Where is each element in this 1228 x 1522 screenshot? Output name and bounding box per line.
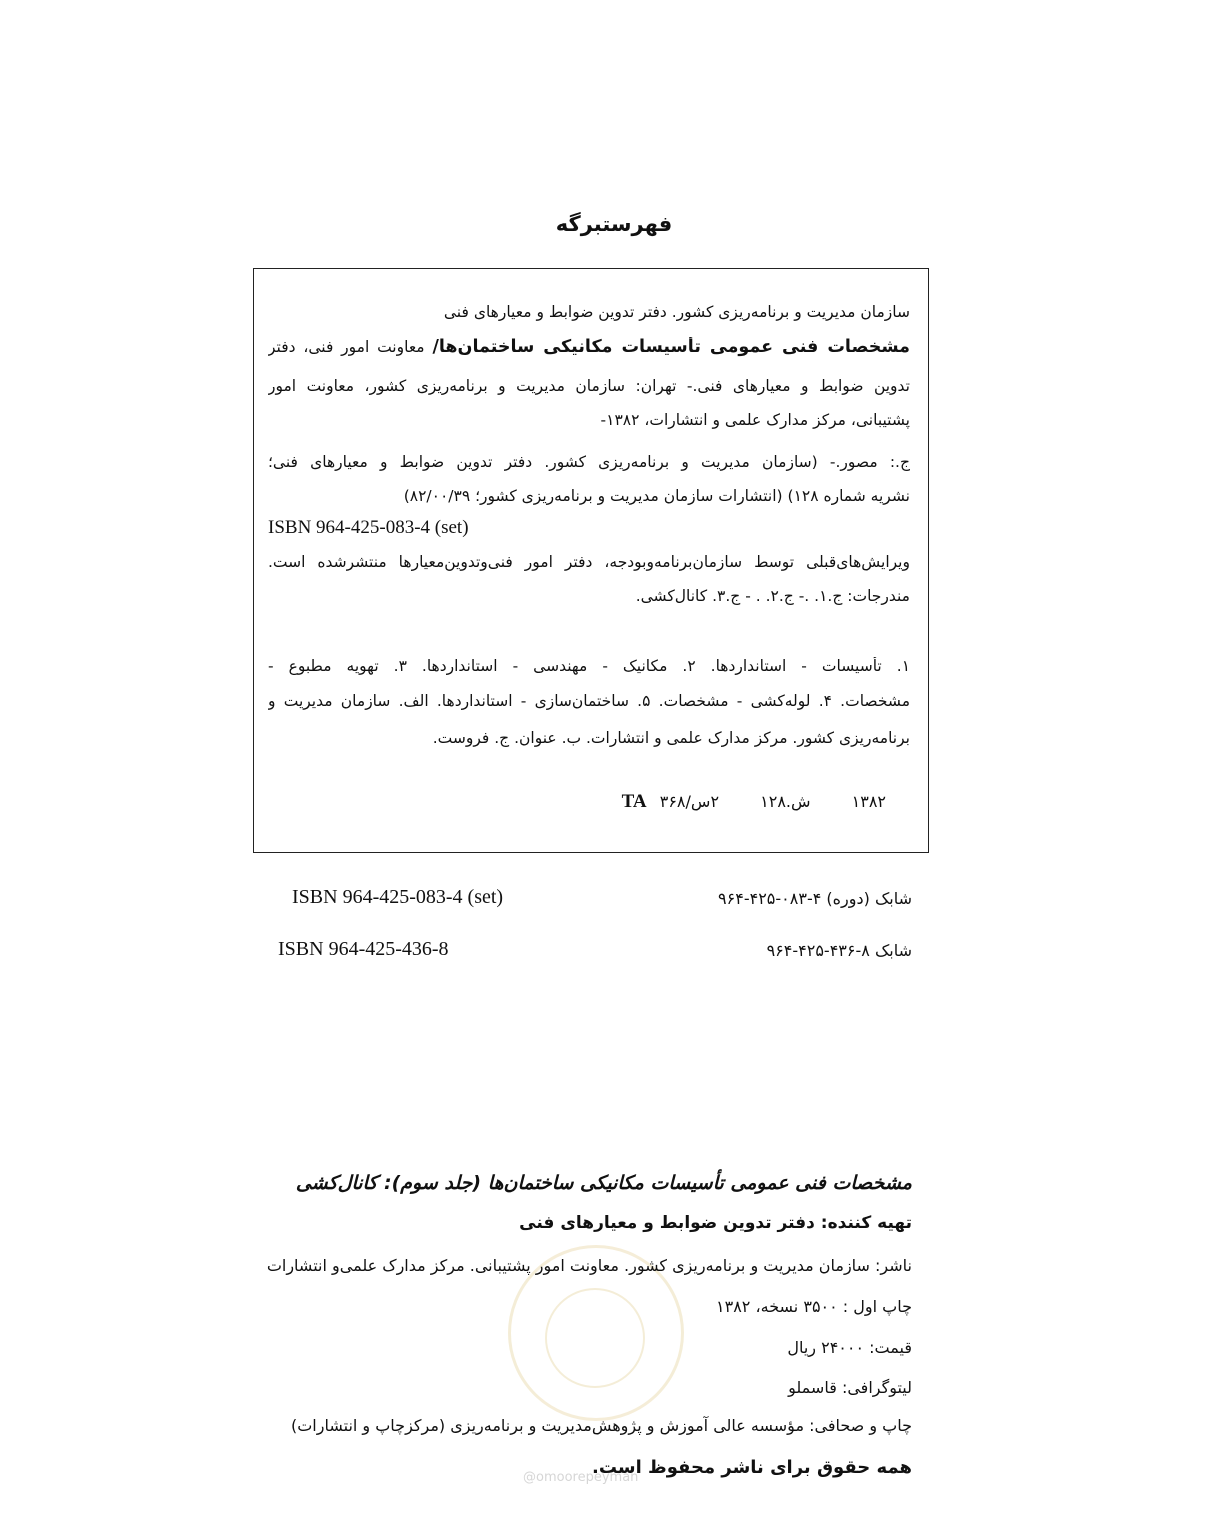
cip-line: ویرایش‌های‌قبلی توسط سازمان‌برنامه‌وبودجه، دفتر امور فنی‌وتدوین‌معیارها منتشرشده است. xyxy=(268,553,910,571)
colophon-publisher: ناشر: سازمان مدیریت و برنامه‌ریزی کشور. معاونت امور پشتیبانی. مرکز مدارک علمی‌و انتشارات xyxy=(266,1256,912,1275)
colophon-edition: چاپ اول : ۳۵۰۰ نسخه، ۱۳۸۲ xyxy=(716,1297,912,1316)
cip-line: تدوین ضوابط و معیارهای فنی.- تهران: سازمان مدیریت و برنامه‌ریزی کشور، معاونت امور xyxy=(268,377,910,395)
watermark-url: @omoorepeyman xyxy=(523,1470,639,1485)
cip-line: پشتیبانی، مرکز مدارک علمی و انتشارات، ۱۳۸۲- xyxy=(600,411,910,429)
colophon-lithography: لیتوگرافی: قاسملو xyxy=(788,1378,912,1397)
cip-contents: مندرجات: ج.۱. .- ج.۲. . - ج.۳. کانال‌کشی. xyxy=(635,587,910,605)
page-title: فهرستبرگه xyxy=(555,212,673,236)
isbn-set-persian: شابک (دوره) ۴-۰۸۳-۴۲۵-۹۶۴ xyxy=(718,889,912,908)
colophon-book-title: مشخصات فنی عمومی تأسیسات مکانیکی ساختمان‌ها (جلد سوم): کانال‌کشی xyxy=(295,1172,912,1194)
cip-title-rest: معاونت امور فنی، دفتر xyxy=(268,338,433,356)
classification-year: ۱۳۸۲ xyxy=(851,792,886,811)
classification-cutter: ۲س/۳۶۸ xyxy=(659,792,720,811)
cip-box xyxy=(253,268,929,853)
cip-title-line xyxy=(268,337,910,357)
cip-subject-line: ۱. تأسیسات - استانداردها. ۲. مکانیک - مهندسی - استانداردها. ۳. تهویه مطبوع - xyxy=(268,657,910,675)
cip-line: سازمان مدیریت و برنامه‌ریزی کشور. دفتر تدوین ضوابط و معیارهای فنی xyxy=(443,303,910,321)
classification xyxy=(622,791,886,813)
cip-book-title: مشخصات فنی عمومی تأسیسات مکانیکی ساختمان‌ها/ xyxy=(432,337,910,357)
classification-series: ش.۱۲۸ xyxy=(760,792,811,811)
cip-line: نشریه شماره ۱۲۸) (انتشارات سازمان مدیریت و برنامه‌ریزی کشور؛ ۸۲/۰۰/۳۹) xyxy=(403,487,910,505)
colophon-rights: همه حقوق برای ناشر محفوظ است. xyxy=(592,1457,912,1478)
cip-line: ج.: مصور.- (سازمان مدیریت و برنامه‌ریزی کشور. دفتر تدوین ضوابط و معیارهای فنی؛ xyxy=(268,453,910,471)
colophon-printing: چاپ و صحافی: مؤسسه عالی آموزش و پژوهش‌مدیریت و برنامه‌ریزی (مرکزچاپ و انتشارات) xyxy=(290,1416,912,1435)
isbn-volume-latin: ISBN 964-425-436-8 xyxy=(278,938,449,960)
cip-subject-line: مشخصات. ۴. لوله‌کشی - مشخصات. ۵. ساختمان‌سازی - استانداردها. الف. سازمان مدیریت و xyxy=(268,692,910,710)
colophon-price: قیمت: ۲۴۰۰۰ ریال xyxy=(787,1338,912,1357)
isbn-set-latin: ISBN 964-425-083-4 (set) xyxy=(292,886,504,908)
cip-subject-line: برنامه‌ریزی کشور. مرکز مدارک علمی و انتشارات. ب. عنوان. ج. فروست. xyxy=(432,729,910,747)
cip-isbn: ISBN 964-425-083-4 (set) xyxy=(268,517,469,538)
isbn-volume-persian: شابک ۸-۴۳۶-۴۲۵-۹۶۴ xyxy=(766,941,912,960)
colophon-prepared-by: تهیه کننده: دفتر تدوین ضوابط و معیارهای فنی xyxy=(519,1213,912,1233)
classification-ta: TA xyxy=(621,791,647,812)
